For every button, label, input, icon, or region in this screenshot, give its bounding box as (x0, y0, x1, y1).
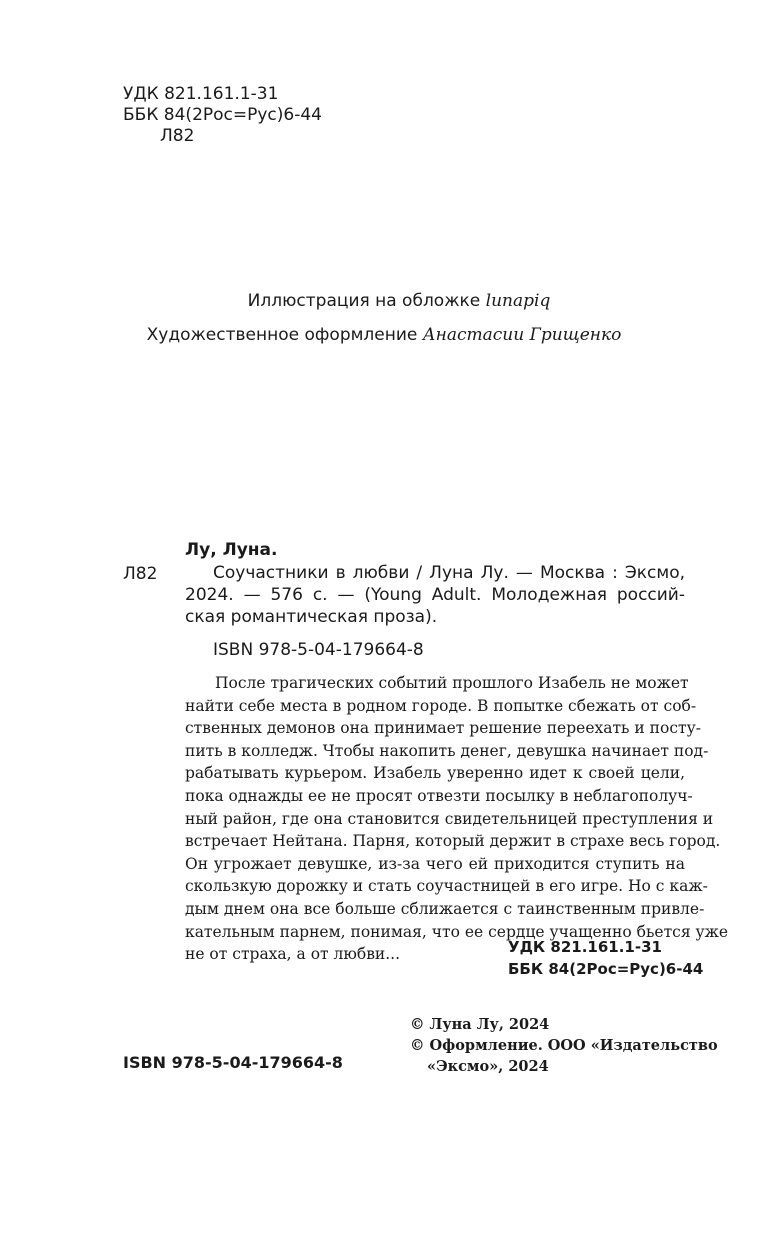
annotation-line: скользкую дорожку и стать соучастницей в его игре. Но с каж- (185, 877, 708, 896)
annotation-line: рабатывать курьером. Изабель уверенно идет к своей цели, (185, 764, 685, 783)
catalog-code: Л82 (123, 564, 158, 584)
bbk-code-bottom: ББК 84(2Рос=Рус)6-44 (508, 960, 704, 978)
illustrator-name: lunapiq (485, 291, 551, 311)
biblio-line: ская романтическая проза). (185, 607, 438, 627)
copyright-notice (410, 1014, 718, 1077)
illustration-label: Иллюстрация на обложке (247, 291, 486, 311)
udk-code: УДК 821.161.1-31 (123, 84, 279, 104)
isbn-bottom: ISBN 978-5-04-179664-8 (123, 1053, 343, 1072)
annotation-line: Он угрожает девушке, из-за чего ей приходится ступить на (185, 854, 685, 873)
design-credit (0, 318, 768, 352)
annotation-line: После трагических событий прошлого Изабель не может (215, 674, 689, 692)
annotation-line: найти себе места в родном городе. В попытке сбежать от соб- (185, 696, 697, 715)
design-label: Художественное оформление (146, 325, 423, 345)
classification-top (123, 84, 322, 147)
bibliographic-description (185, 562, 685, 628)
illustration-credit (0, 284, 768, 318)
annotation-line: встречает Нейтана. Парня, который держит в страхе весь город. (185, 832, 721, 851)
udk-code-bottom: УДК 821.161.1-31 (508, 938, 662, 956)
credits (0, 284, 768, 352)
annotation-line: дым днем она все больше сближается с таинственным привле- (185, 899, 705, 918)
annotation (185, 672, 729, 966)
biblio-line: 2024. — 576 с. — (Young Adult. Молодежная россий- (185, 585, 685, 605)
designer-name: Анастасии Грищенко (422, 325, 622, 345)
annotation-line: пить в колледж. Чтобы накопить денег, девушка начинает под- (185, 741, 709, 760)
classification-bottom (508, 936, 703, 980)
copyright-design: © Оформление. ООО «Издательство (410, 1037, 718, 1054)
author-sign: Л82 (160, 126, 195, 146)
copyright-design-cont: «Эксмо», 2024 (427, 1058, 549, 1075)
annotation-line: пока однажды ее не просят отвезти посылку в неблагополуч- (185, 786, 693, 805)
bbk-code: ББК 84(2Рос=Рус)6-44 (123, 105, 322, 125)
annotation-line: не от страха, а от любви... (185, 945, 401, 964)
catalog-isbn: ISBN 978-5-04-179664-8 (213, 640, 424, 660)
copyright-author: © Луна Лу, 2024 (410, 1016, 550, 1033)
annotation-line: ный район, где она становится свидетельницей преступления и (185, 809, 714, 828)
annotation-line: ственных демонов она принимает решение переехать и посту- (185, 719, 701, 738)
biblio-line: Соучастники в любви / Луна Лу. — Москва : Эксмо, (213, 563, 685, 583)
annotation-line: кательным парнем, понимая, что ее сердце учащенно бьется уже (185, 922, 729, 941)
catalog-author: Лу, Луна. (185, 540, 278, 560)
